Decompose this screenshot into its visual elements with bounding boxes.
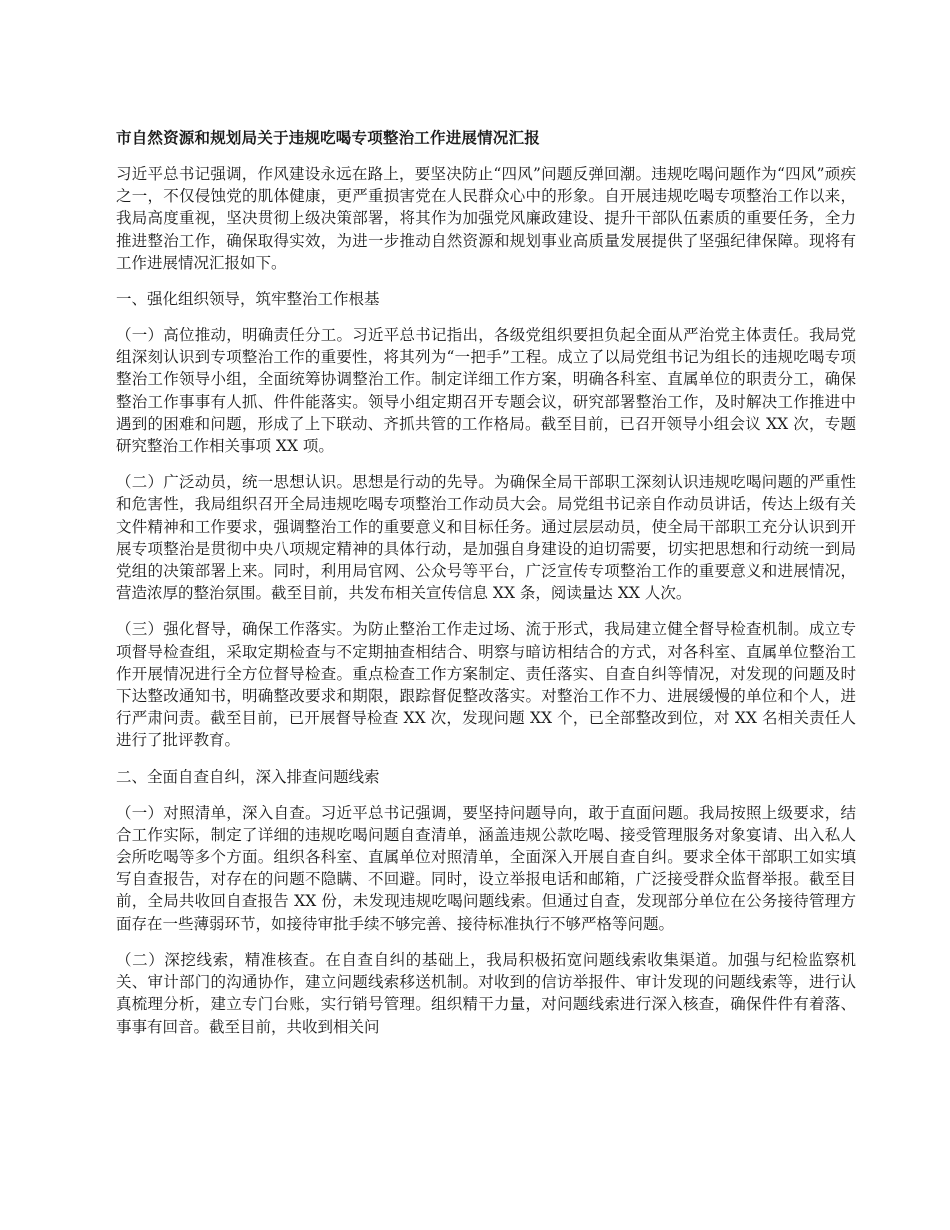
section2-paragraph-2: （二）深挖线索，精准核查。在自查自纠的基础上，我局积极拓宽问题线索收集渠道。加强与纪检监察机关、审计部门的沟通协作，建立问题线索移送机制。对收到的信访举报件、审计发现的问题线索等，进行认真梳理分析，建立专门台账，实行销号管理。组织精干力量，对问题线索进行深入核查，确保件件有着落、事事有回音。截至目前，共收到相关问 [116, 950, 856, 1036]
section-heading-2: 二、全面自查自纠，深入排查问题线索 [116, 767, 380, 786]
intro-paragraph: 习近平总书记强调，作风建设永远在路上，要坚决防止“四风”问题反弹回潮。违规吃喝问题作为“四风”顽疾之一，不仅侵蚀党的肌体健康，更严重损害党在人民群众心中的形象。自开展违规吃喝专项整治工作以来，我局高度重视，坚决贯彻上级决策部署，将其作为加强党风廉政建设、提升干部队伍素质的重要任务，全力推进整治工作，确保取得实效，为进一步推动自然资源和规划事业高质量发展提供了坚强纪律保障。现将有工作进展情况汇报如下。 [116, 165, 856, 272]
document-body [116, 127, 856, 1052]
section1-paragraph-1: （一）高位推动，明确责任分工。习近平总书记指出，各级党组织要担负起全面从严治党主体责任。我局党组深刻认识到专项整治工作的重要性，将其列为“一把手”工程。成立了以局党组书记为组长的违规吃喝专项整治工作领导小组，全面统筹协调整治工作。制定详细工作方案，明确各科室、直属单位的职责分工，确保整治工作事事有人抓、件件能落实。领导小组定期召开专题会议，研究部署整治工作，及时解决工作推进中遇到的困难和问题，形成了上下联动、齐抓共管的工作格局。截至目前，已召开领导小组会议 XX 次，专题研究整治工作相关事项 XX 项。 [116, 326, 856, 456]
section1-paragraph-3: （三）强化督导，确保工作落实。为防止整治工作走过场、流于形式，我局建立健全督导检查机制。成立专项督导检查组，采取定期检查与不定期抽查相结合、明察与暗访相结合的方式，对各科室、直属单位整治工作开展情况进行全方位督导检查。重点检查工作方案制定、责任落实、自查自纠等情况，对发现的问题及时下达整改通知书，明确整改要求和期限，跟踪督促整改落实。对整治工作不力、进展缓慢的单位和个人，进行严肃问责。截至目前，已开展督导检查 XX 次，发现问题 XX 个，已全部整改到位，对 XX 名相关责任人进行了批评教育。 [116, 620, 856, 750]
section2-paragraph-1: （一）对照清单，深入自查。习近平总书记强调，要坚持问题导向，敢于直面问题。我局按照上级要求，结合工作实际，制定了详细的违规吃喝问题自查清单，涵盖违规公款吃喝、接受管理服务对象宴请、出入私人会所吃喝等多个方面。组织各科室、直属单位对照清单，全面深入开展自查自纠。要求全体干部职工如实填写自查报告，对存在的问题不隐瞒、不回避。同时，设立举报电话和邮箱，广泛接受群众监督举报。截至目前，全局共收回自查报告 XX 份，未发现违规吃喝问题线索。但通过自查，发现部分单位在公务接待管理方面存在一些薄弱环节，如接待审批手续不够完善、接待标准执行不够严格等问题。 [116, 803, 856, 933]
document-title: 市自然资源和规划局关于违规吃喝专项整治工作进展情况汇报 [116, 129, 540, 147]
section1-paragraph-2: （二）广泛动员，统一思想认识。思想是行动的先导。为确保全局干部职工深刻认识违规吃喝问题的严重性和危害性，我局组织召开全局违规吃喝专项整治工作动员大会。局党组书记亲自作动员讲话，传达上级有关文件精神和工作要求，强调整治工作的重要意义和目标任务。通过层层动员，使全局干部职工充分认识到开展专项整治是贯彻中央八项规定精神的具体行动，是加强自身建设的迫切需要，切实把思想和行动统一到局党组的决策部署上来。同时，利用局官网、公众号等平台，广泛宣传专项整治工作的重要意义和进展情况，营造浓厚的整治氛围。截至目前，共发布相关宣传信息 XX 条，阅读量达 XX 人次。 [116, 473, 856, 603]
section-heading-1: 一、强化组织领导，筑牢整治工作根基 [116, 290, 380, 309]
